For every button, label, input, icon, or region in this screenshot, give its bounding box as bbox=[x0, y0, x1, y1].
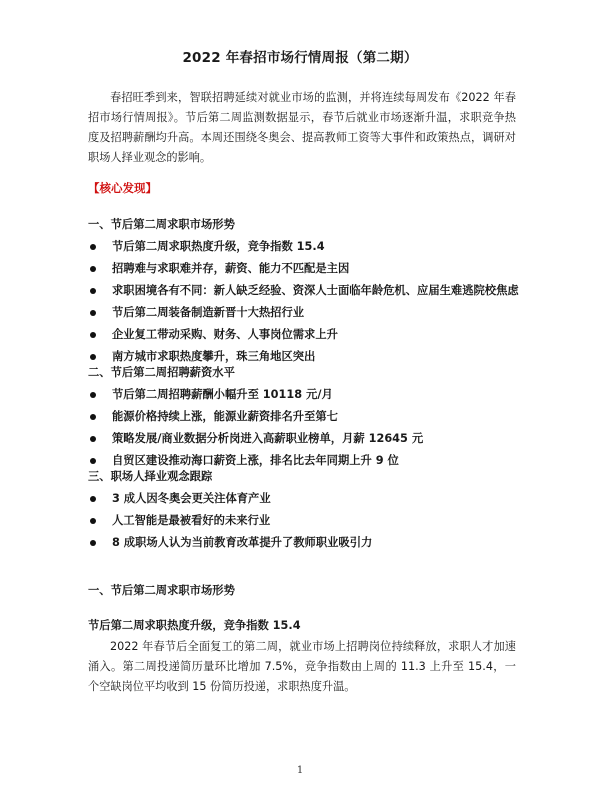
section-heading: 二、节后第二周招聘薪资水平 bbox=[88, 366, 235, 379]
sub-heading: 节后第二周求职热度升级，竞争指数 15.4 bbox=[88, 619, 301, 632]
list-item bbox=[88, 280, 528, 302]
section-salary-level bbox=[88, 362, 528, 472]
section-heading: 三、职场人择业观念跟踪 bbox=[88, 470, 213, 483]
list-item bbox=[88, 406, 528, 428]
list-item-text: 策略发展/商业数据分析岗进入高薪职业榜单，月薪 12645 元 bbox=[112, 432, 424, 445]
list-item-text: 能源价格持续上涨，能源业薪资排名升至第七 bbox=[112, 410, 338, 423]
list-item bbox=[88, 510, 528, 532]
bullet-icon bbox=[90, 518, 96, 524]
bullet-icon bbox=[90, 354, 96, 360]
bullet-icon bbox=[90, 458, 96, 464]
list-item bbox=[88, 384, 528, 406]
bullet-icon bbox=[90, 436, 96, 442]
list-item-text: 招聘难与求职难并存，薪资、能力不匹配是主因 bbox=[112, 262, 350, 275]
list-item bbox=[88, 302, 528, 324]
list-item-text: 节后第二周求职热度升级，竞争指数 15.4 bbox=[112, 240, 325, 253]
list-item bbox=[88, 236, 528, 258]
section-job-market bbox=[88, 214, 528, 368]
core-findings-label: 【核心发现】 bbox=[88, 181, 157, 195]
list-item-text: 8 成职场人认为当前教育改革提升了教师职业吸引力 bbox=[112, 536, 373, 549]
page-number: 1 bbox=[296, 765, 304, 776]
body-paragraph: 2022 年春节后全面复工的第二周，就业市场上招聘岗位持续释放，求职人才加速涌入。第二周投递简历量环比增加 7.5%，竞争指数由上周的 11.3 上升至 15.4，一个空缺岗位平均收到 15 份简历投递，求职热度升温。 bbox=[88, 640, 516, 693]
list-item bbox=[88, 488, 528, 510]
bullet-list bbox=[88, 384, 528, 472]
bullet-list bbox=[88, 488, 528, 554]
list-item-text: 节后第二周装备制造新晋十大热招行业 bbox=[112, 306, 305, 319]
bullet-icon bbox=[90, 540, 96, 546]
list-item bbox=[88, 258, 528, 280]
list-item-text: 南方城市求职热度攀升，珠三角地区突出 bbox=[112, 350, 316, 363]
list-item-text: 3 成人因冬奥会更关注体育产业 bbox=[112, 492, 271, 505]
list-item bbox=[88, 428, 528, 450]
bullet-icon bbox=[90, 288, 96, 294]
bullet-icon bbox=[90, 244, 96, 250]
list-item-text: 企业复工带动采购、财务、人事岗位需求上升 bbox=[112, 328, 338, 341]
part-heading: 一、节后第二周求职市场形势 bbox=[88, 584, 235, 597]
bullet-icon bbox=[90, 332, 96, 338]
bullet-icon bbox=[90, 414, 96, 420]
bullet-icon bbox=[90, 266, 96, 272]
document-title: 2022 年春招市场行情周报（第二期） bbox=[182, 50, 418, 66]
section-heading: 一、节后第二周求职市场形势 bbox=[88, 218, 235, 231]
list-item-text: 人工智能是最被看好的未来行业 bbox=[112, 514, 271, 527]
list-item-text: 求职困境各有不同：新人缺乏经验、资深人士面临年龄危机、应届生难逃院校焦虑 bbox=[112, 284, 519, 297]
bullet-list bbox=[88, 236, 528, 368]
intro-paragraph: 春招旺季到来，智联招聘延续对就业市场的监测，并将连续每周发布《2022 年春招市场行情周报》。节后第二周监测数据显示，春节后就业市场逐渐升温，求职竞争热度及招聘薪酬均升高。本周还围绕冬奥会、提高教师工资等大事件和政策热点，调研对职场人择业观念的影响。 bbox=[88, 91, 516, 164]
list-item-text: 节后第二周招聘薪酬小幅升至 10118 元/月 bbox=[112, 388, 333, 401]
list-item bbox=[88, 532, 528, 554]
bullet-icon bbox=[90, 496, 96, 502]
list-item-text: 自贸区建设推动海口薪资上涨，排名比去年同期上升 9 位 bbox=[112, 454, 399, 467]
list-item bbox=[88, 324, 528, 346]
bullet-icon bbox=[90, 392, 96, 398]
section-career-views bbox=[88, 466, 528, 554]
bullet-icon bbox=[90, 310, 96, 316]
